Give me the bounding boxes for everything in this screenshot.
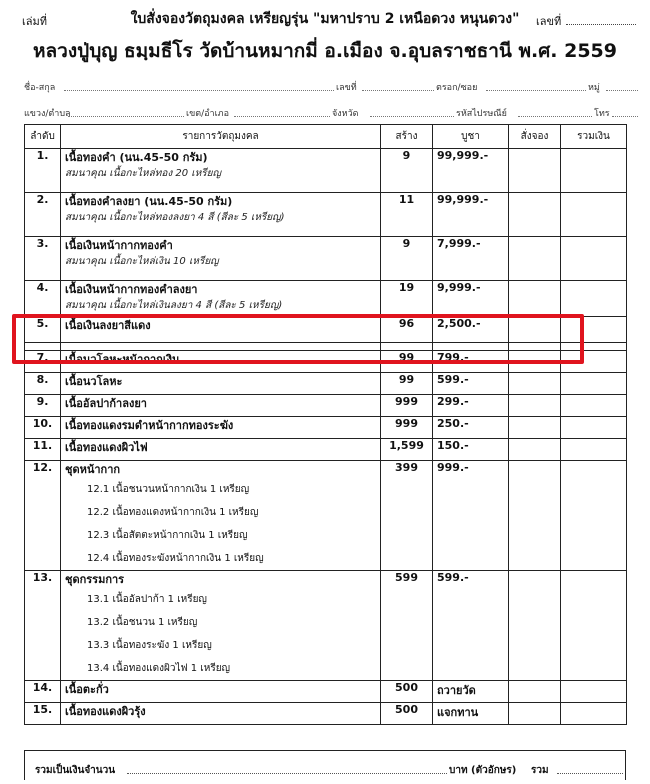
total-cell[interactable] [561,237,627,281]
row-number: 9. [25,395,61,417]
table-row-set [25,571,627,681]
total-sum-field[interactable] [557,773,623,774]
set-sub-item: 12.3 เนื้อสัตตะหน้ากากเงิน 1 เหรียญ [87,530,248,541]
row-quantity: 19 [381,281,433,317]
row-number: 10. [25,417,61,439]
row-number: 4. [25,281,61,317]
row-number: 8. [25,373,61,395]
row-item [61,395,381,417]
set-sub-item: 13.3 เนื้อทองระฆัง 1 เหรียญ [87,640,212,651]
order-cell[interactable] [509,149,561,193]
row-quantity: 11 [381,193,433,237]
form-line-address [24,106,638,122]
row-item [61,373,381,395]
item-name: เนื้อทองคำ (นน.45-50 กรัม) [65,151,208,164]
item-name: ชุดกรรมการ [65,573,125,586]
header-top [0,6,650,32]
field-label-district: เขต/อำเภอ [186,109,229,119]
row-quantity: 500 [381,703,433,725]
row-price: 7,999.- [433,237,509,281]
row-item [61,351,381,373]
order-cell[interactable] [509,317,561,343]
row-item [61,703,381,725]
row-number: 3. [25,237,61,281]
row-number: 5. [25,317,61,343]
row-quantity: 1,599 [381,439,433,461]
serial-number-label: เลขที่ [536,15,562,28]
field-house-no[interactable] [362,90,434,91]
set-sub-item: 13.4 เนื้อทองแดงผิวไฟ 1 เหรียญ [87,663,231,674]
set-sub-item: 13.2 เนื้อชนวน 1 เหรียญ [87,617,198,628]
row-price: ถวายวัด [433,681,509,703]
row-item [61,193,381,237]
item-name: เนื้อทองแดงผิวไฟ [65,441,148,454]
row-number: 11. [25,439,61,461]
col-header-made: สร้าง [381,125,433,149]
row-number: 12. [25,461,61,571]
total-cell[interactable] [561,439,627,461]
col-header-total: รวมเงิน [561,125,627,149]
serial-number-line [566,24,636,25]
row-price: 9,999.- [433,281,509,317]
row-item [61,417,381,439]
row-quantity: 99 [381,373,433,395]
total-cell[interactable] [561,351,627,373]
field-label-subdistrict: แขวง/ตำบล [24,109,71,119]
field-alley[interactable] [486,90,586,91]
field-label-province: จังหวัด [332,109,359,119]
row-price: 99,999.- [433,193,509,237]
row-price: 299.- [433,395,509,417]
field-name[interactable] [64,90,334,91]
row-number: 1. [25,149,61,193]
total-cell[interactable] [561,193,627,237]
field-village[interactable] [606,90,638,91]
table-row [25,681,627,703]
col-header-price: บูชา [433,125,509,149]
table-row-highlighted [25,317,627,343]
total-amount-box [24,750,626,780]
order-cell[interactable] [509,703,561,725]
row-item [61,571,381,681]
item-bonus: สมนาคุณ เนื้อกะไหล่เงินลงยา 4 สี (สีละ 5 เหรียญ) [65,300,283,311]
order-cell[interactable] [509,439,561,461]
order-cell[interactable] [509,417,561,439]
col-header-item: รายการวัตถุมงคล [61,125,381,149]
field-label-alley: ตรอก/ซอย [436,83,478,93]
total-cell[interactable] [561,461,627,571]
field-label-name: ชื่อ-สกุล [24,83,56,93]
item-name: เนื้อทองคำลงยา (นน.45-50 กรัม) [65,195,233,208]
table-row-set [25,461,627,571]
row-item [61,237,381,281]
table-header-row [25,125,627,149]
item-name: เนื้อทองแดงรมดำหน้ากากทองระฆัง [65,419,234,432]
row-quantity: 9 [381,149,433,193]
total-cell[interactable] [561,681,627,703]
document-title: ใบสั่งจองวัตถุมงคล เหรียญรุ่น "มหาปราบ 2 เหนือดวง หนุนดวง" [130,11,520,27]
field-phone[interactable] [612,116,638,117]
order-cell[interactable] [509,351,561,373]
field-postcode[interactable] [518,116,592,117]
field-subdistrict[interactable] [68,116,184,117]
total-cell[interactable] [561,571,627,681]
order-cell[interactable] [509,681,561,703]
total-cell[interactable] [561,417,627,439]
row-quantity: 96 [381,317,433,343]
row-number: 2. [25,193,61,237]
total-cell[interactable] [561,373,627,395]
table-row [25,373,627,395]
total-cell[interactable] [561,395,627,417]
row-item [61,681,381,703]
row-item [61,439,381,461]
field-label-house-no: เลขที่ [336,83,357,93]
field-province[interactable] [370,116,454,117]
item-bonus: สมนาคุณ เนื้อกะไหล่ทองลงยา 4 สี (สีละ 5 เหรียญ) [65,212,285,223]
order-table [24,124,627,725]
col-header-order: สั่งจอง [509,125,561,149]
item-bonus: สมนาคุณ เนื้อกะไหล่เงิน 10 เหรียญ [65,256,219,267]
item-name: เนื้ออัลปาก้าลงยา [65,397,147,410]
form-line-name [24,80,638,96]
row-number: 13. [25,571,61,681]
row-number: 14. [25,681,61,703]
total-cell[interactable] [561,317,627,343]
row-price: 2,500.- [433,317,509,343]
table-row [25,439,627,461]
table-row [25,281,627,317]
row-price: 250.- [433,417,509,439]
table-row [25,351,627,373]
row-quantity: 9 [381,237,433,281]
row-price: 999.- [433,461,509,571]
order-cell[interactable] [509,281,561,317]
set-sub-item: 12.1 เนื้อชนวนหน้ากากเงิน 1 เหรียญ [87,484,250,495]
row-item [61,149,381,193]
order-cell[interactable] [509,237,561,281]
field-label-phone: โทร [594,109,610,119]
row-item [61,461,381,571]
total-sum-label: รวม [531,765,549,776]
row-quantity: 500 [381,681,433,703]
document-subtitle: หลวงปู่บุญ ธมฺมธีโร วัดบ้านหมากมี่ อ.เมือง จ.อุบลราชธานี พ.ศ. 2559 [33,40,617,62]
row-quantity: 999 [381,417,433,439]
row-quantity: 599 [381,571,433,681]
col-header-no: ลำดับ [25,125,61,149]
table-row-gap [25,343,627,351]
table-row [25,193,627,237]
row-quantity: 99 [381,351,433,373]
row-price: 150.- [433,439,509,461]
order-cell[interactable] [509,373,561,395]
order-cell[interactable] [509,193,561,237]
field-label-village: หมู่ [588,83,600,93]
item-name: ชุดหน้ากาก [65,463,121,476]
order-cell[interactable] [509,461,561,571]
table-row [25,417,627,439]
set-sub-item: 12.4 เนื้อทองระฆังหน้ากากเงิน 1 เหรียญ [87,553,264,564]
field-district[interactable] [234,116,330,117]
row-price: 799.- [433,351,509,373]
item-name: เนื้อเงินหน้ากากทองคำ [65,239,173,252]
row-quantity: 999 [381,395,433,417]
field-label-postcode: รหัสไปรษณีย์ [456,109,507,119]
set-sub-item: 13.1 เนื้ออัลปาก้า 1 เหรียญ [87,594,207,605]
table-row [25,395,627,417]
total-cell[interactable] [561,281,627,317]
item-name: เนื้อตะกั่ว [65,683,109,696]
total-cell[interactable] [561,149,627,193]
order-cell[interactable] [509,395,561,417]
total-amount-label: รวมเป็นเงินจำนวน [35,765,116,776]
row-number: 7. [25,351,61,373]
row-price: แจกทาน [433,703,509,725]
item-name: เนื้อเงินหน้ากากทองคำลงยา [65,283,198,296]
item-name: เนื้อเงินลงยาสีแดง [65,319,151,332]
row-item [61,317,381,343]
item-name: เนื้อนวโลหะหน้ากากเงิน [65,353,180,366]
item-bonus: สมนาคุณ เนื้อกะไหล่ทอง 20 เหรียญ [65,168,222,179]
item-name: เนื้อนวโลหะ [65,375,123,388]
item-name: เนื้อทองแดงผิวรุ้ง [65,705,146,718]
book-number-label: เล่มที่ [22,15,48,28]
row-price: 99,999.- [433,149,509,193]
table-row [25,703,627,725]
total-baht-words-label: บาท (ตัวอักษร) [449,765,517,776]
total-cell[interactable] [561,703,627,725]
table-row [25,149,627,193]
total-amount-field[interactable] [127,773,447,774]
row-number: 15. [25,703,61,725]
row-price: 599.- [433,571,509,681]
order-cell[interactable] [509,571,561,681]
row-quantity: 399 [381,461,433,571]
set-sub-item: 12.2 เนื้อทองแดงหน้ากากเงิน 1 เหรียญ [87,507,259,518]
table-row [25,237,627,281]
row-item [61,281,381,317]
row-price: 599.- [433,373,509,395]
